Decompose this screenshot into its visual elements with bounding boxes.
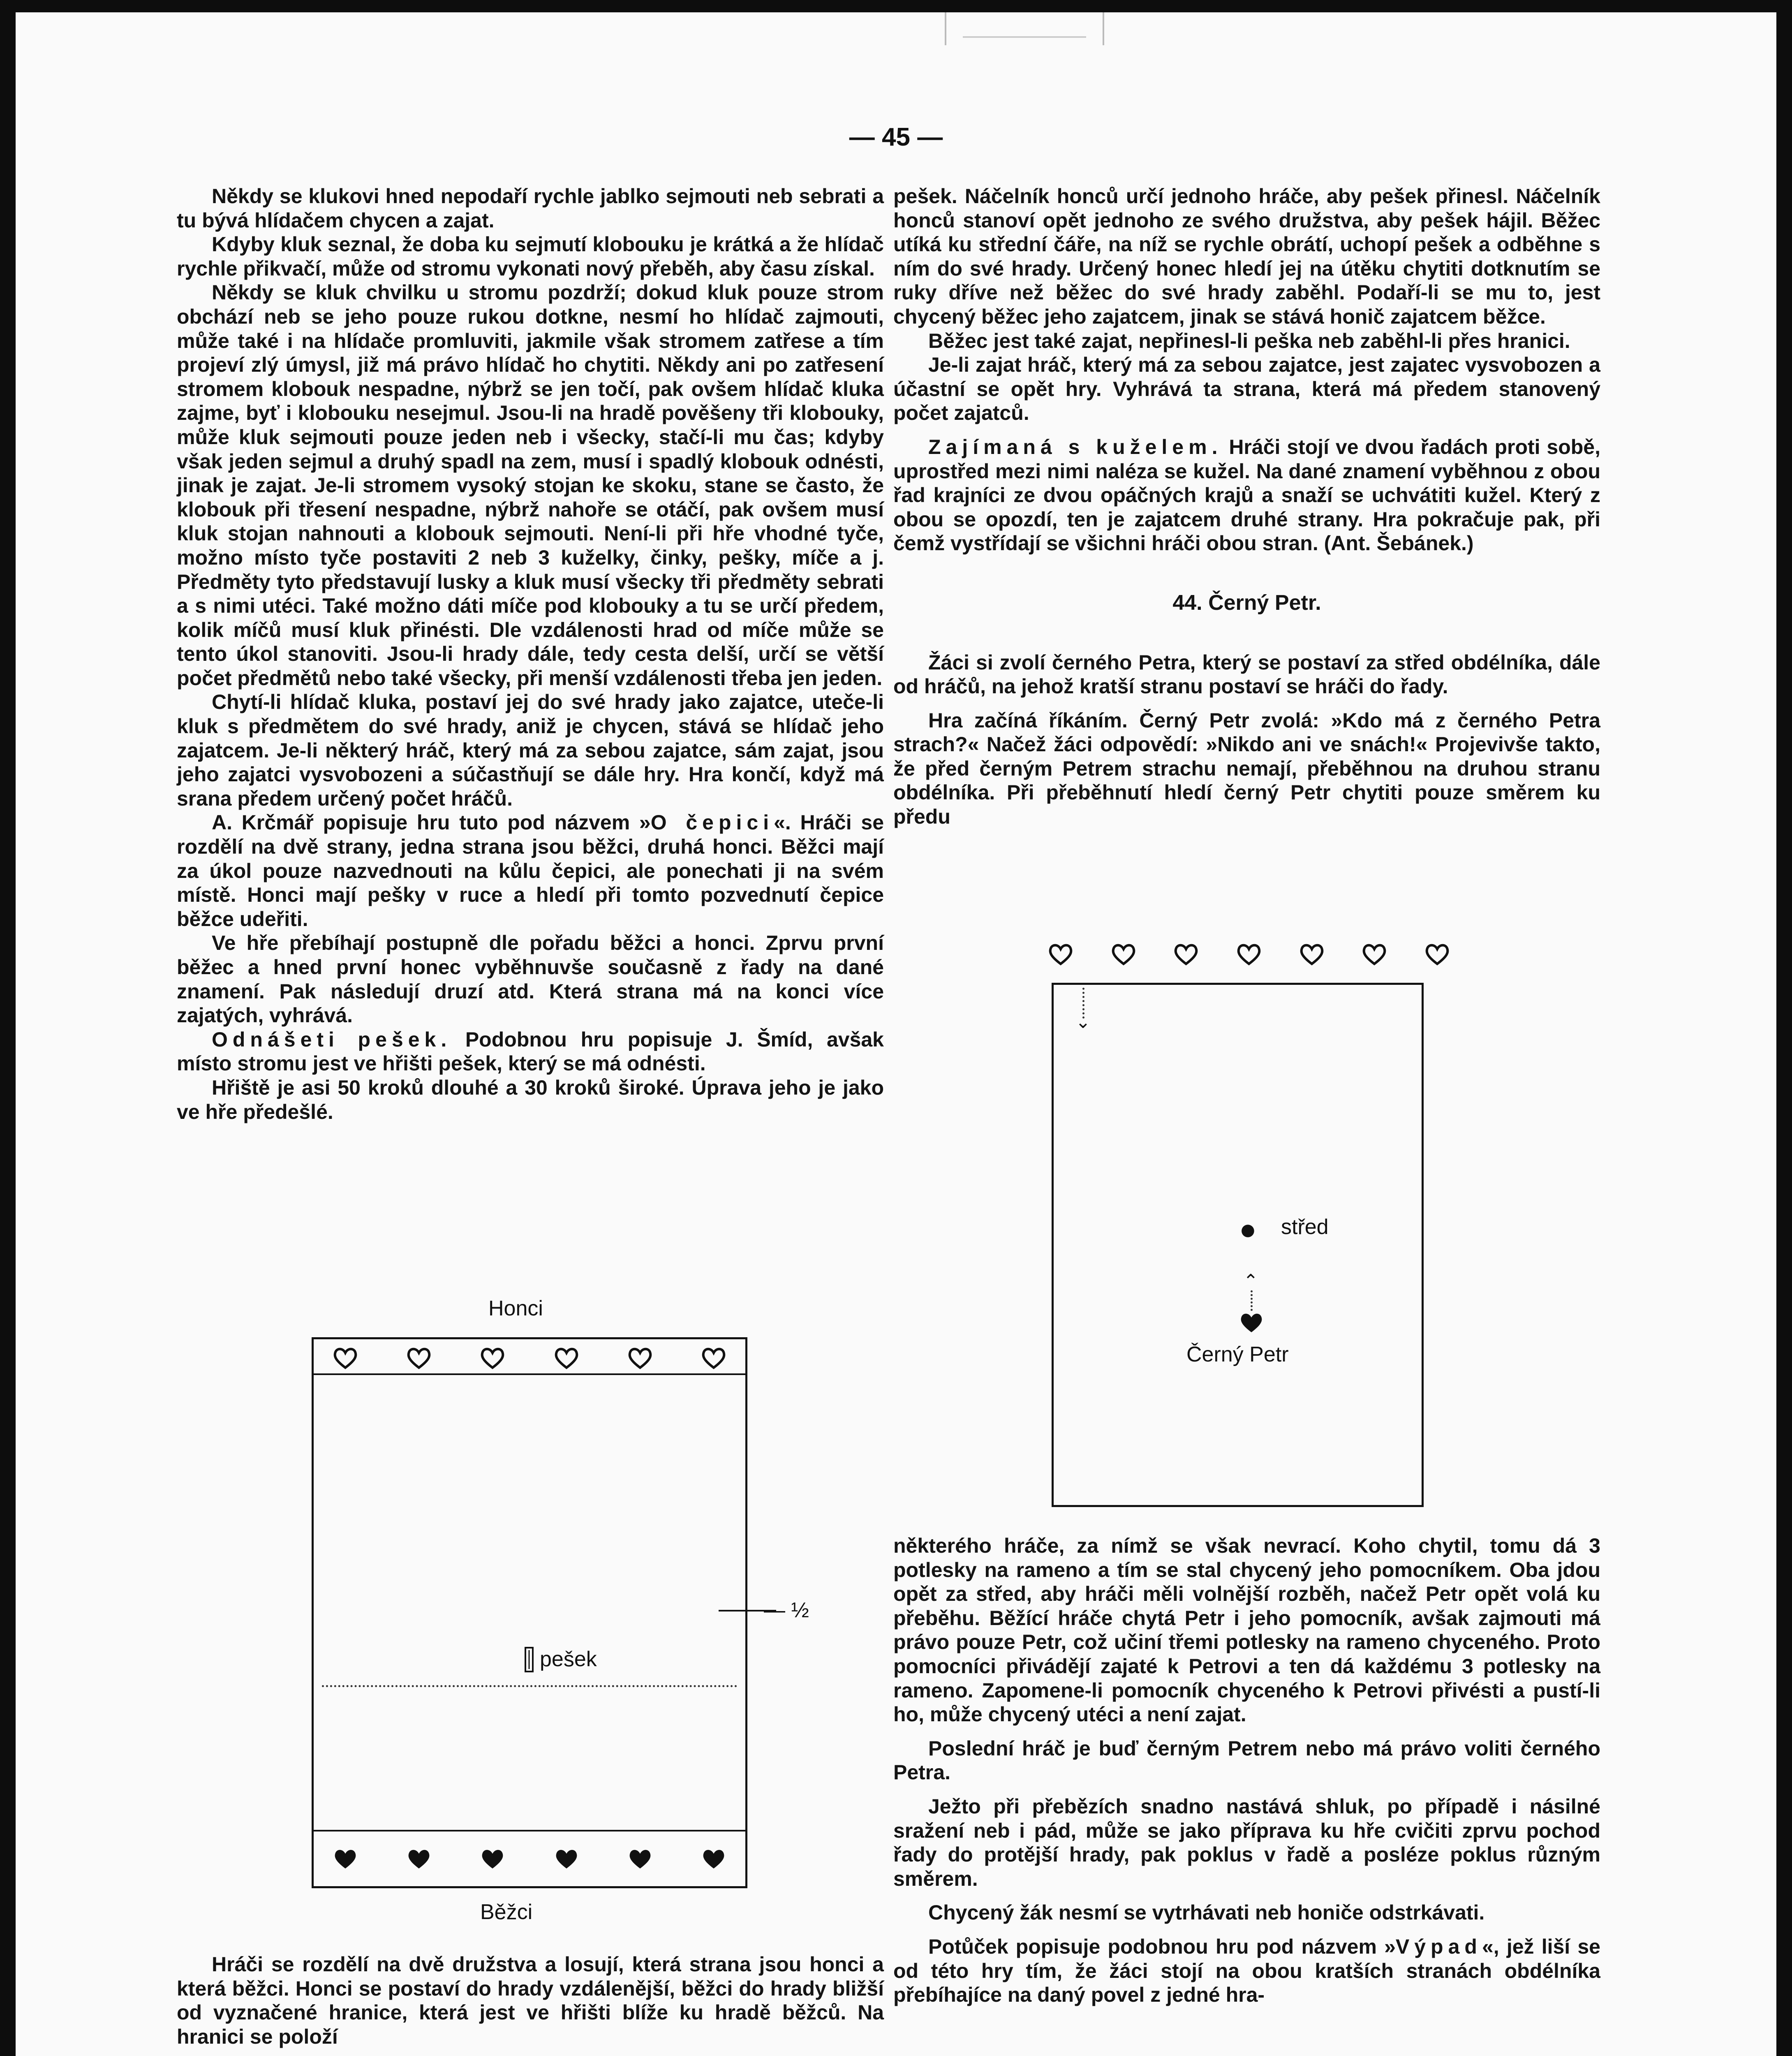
paragraph: Hra začíná říkáním. Černý Petr zvolá: »Kdo má z černého Petra strach?« Načež žáci odpovědí: »Nikdo ani ve snách!« Projevivše takto, že před černým Petrem strachu nemají, přeběhnou na druhou stranu obdélníka. Při přeběhnutí hledí černý Petr chytiti pouze směrem ku předu <box>893 708 1600 829</box>
empty-heart-icon <box>332 1346 358 1369</box>
empty-heart-icon <box>1361 942 1387 965</box>
arrow-down-icon: ⌄ <box>1075 1012 1091 1033</box>
bottom-line <box>314 1830 745 1831</box>
page-number: — 45 — <box>849 123 943 151</box>
paragraph: Chytí-li hlídač kluka, postaví jej do své hrady jako zajatce, uteče-li kluk s předmětem do své hrady, aniž je chycen, stává se hlídač jeho zajatcem. Je-li některý hráč, který má za sebou zajatce, sám zajat, jsou jeho zajatci vysvobozeni a súčastňují se dále hry. Hra končí, když má srana předem určený počet hráčů. <box>177 690 884 810</box>
paragraph: některého hráče, za nímž se však nevrací. Koho chytil, tomu dá 3 potlesky na rameno a tím se stal chycený jeho pomocníkem. Oba jdou opět za střed, aby hráči měli volnější rozběh, načež Petr opět volá ku přeběhu. Běžící hráče chytá Petr i jeho pomocník, avšak zajmouti má právo pouze Petr, což učiní třemi potlesky na rameno chyceného. Proto pomocníci přivádějí zajaté k Petrovi a ten dá každému 3 potlesky na rameno. Zapomene-li pomocník chyceného k Petrovi přivésti a pustí-li ho, může chycený utéci a není zajat. <box>893 1534 1600 1726</box>
half-mark-label: — ½ <box>764 1598 809 1622</box>
diagram-bottom-label: Běžci <box>480 1900 533 1924</box>
paragraph: Žáci si zvolí černého Petra, který se postaví za střed obdélníka, dále od hráčů, na jehož kratší stranu postaví se hráči do řady. <box>893 651 1600 698</box>
filled-heart-icon <box>701 1847 727 1870</box>
empty-heart-icon <box>627 1346 653 1369</box>
top-heart-row-right <box>1047 942 1450 965</box>
pawn-label: pešek <box>540 1647 597 1671</box>
text-run: «. Hráči se rozdělí na dvě strany, jedna strana jsou běžci, druhá honci. Běžci mají za úkol pouze nazvednouti na kůlu čepici, ale ponechati ji na svém místě. Honci mají pešky v ruce a hledí při tomto pozvednutí čepice běžce udeřiti. <box>177 811 884 931</box>
game-name: Odnášeti pešek. <box>212 1028 452 1051</box>
filled-heart-icon <box>406 1847 432 1870</box>
empty-heart-icon <box>1110 942 1137 965</box>
paragraph <box>177 810 884 931</box>
section-heading: 44. Černý Petr. <box>1172 590 1321 615</box>
paragraph <box>177 1028 884 1076</box>
book-page <box>16 12 1776 2056</box>
paragraph: Hřiště je asi 50 kroků dlouhé a 30 kroků široké. Úprava jeho je jako ve hře předešlé. <box>177 1076 884 1123</box>
empty-heart-icon <box>701 1346 727 1369</box>
text-run: A. Krčmář popisuje hru tuto pod názvem » <box>212 811 651 834</box>
empty-heart-icon <box>479 1346 506 1369</box>
arrow-up-icon: ⌃ <box>1243 1271 1258 1292</box>
text-run: «, jež liší se od této hry tím, že žáci stojí na obou kratších stranách obdélníka přebíhajíce na daný povel z jedné hra- <box>893 1935 1600 2007</box>
game-name: Výpad <box>1395 1935 1482 1958</box>
empty-heart-icon <box>1047 942 1074 965</box>
paragraph: Poslední hráč je buď černým Petrem nebo má právo voliti černého Petra. <box>893 1736 1600 1784</box>
diagram-top-label: Honci <box>488 1297 543 1320</box>
filled-heart-icon <box>479 1847 506 1870</box>
empty-heart-icon <box>1299 942 1325 965</box>
paragraph: Někdy se kluk chvilku u stromu pozdrží; dokud kluk pouze strom obchází neb se jeho pouze rukou dotkne, nesmí ho hlídač zajmouti, může také i na hlídače promluviti, jakmile však stromem zatřese a tím projeví zlý úmysl, již má právo hlídač ho chytiti. Někdy ani po zatřesení stromem klobouk nespadne, nýbrž se jen točí, pak ovšem hlídač kluka zajme, byť i klobouku nesejmul. Jsou-li na hradě pověšeny tři klobouky, může kluk sejmouti pouze jeden neb i všecky, stačí-li mu čas; kdyby však jeden sejmul a druhý spadl na zem, musí i spadlý klobouk odnésti, jinak je zajat. Je-li stromem vysoký stojan ke skoku, stane se často, že klobouk při třesení nespadne, nýbrž nahoře se otáčí, pak ovšem musí kluk stojan nahnouti a klobouk sejmouti. Není-li při hře vhodné tyče, možno místo tyče postaviti 2 neb 3 kuželky, činky, pešky, míče a j. Předměty tyto představují lusky a kluk musí všecky tři předměty sebrati a s nimi utéci. Také možno dáti míče pod klobouky a tu se určí předem, kolik míčů musí kluk přinésti. Dle vzdálenosti hrad od míče může se tento úkol stanoviti. Jsou-li hrady dále, tedy cesta delší, určí se větší počet předmětů nebo také všecky, při menší vzdálenosti třeba jen jeden. <box>177 281 884 690</box>
paragraph <box>893 435 1600 556</box>
paragraph: Někdy se klukovi hned nepodaří rychle jablko sejmouti neb sebrati a tu bývá hlídačem chycen a zajat. <box>177 185 884 232</box>
left-column-bottom <box>177 1952 884 2049</box>
bottom-heart-row <box>332 1847 727 1870</box>
empty-heart-icon <box>406 1346 432 1369</box>
paragraph <box>893 1935 1600 2007</box>
empty-heart-icon <box>1173 942 1199 965</box>
text-run: Hráči stojí ve dvou řadách proti sobě, uprostřed mezi nimi naléza se kužel. Na dané znamení vyběhnou z obou řad krajníci ze dvou opáčných krajů a snaží se uchvátiti kužel. Který z obou se opozdí, ten je zajatcem druhé strany. Hra pokračuje pak, při čemž vystřídají se všichni hráči obou stran. (Ant. Šebánek.) <box>893 435 1600 555</box>
game-name: Zajímaná s kuželem. <box>928 435 1223 458</box>
filled-heart-icon <box>627 1847 653 1870</box>
empty-heart-icon <box>553 1346 580 1369</box>
right-column-top <box>893 184 1600 829</box>
center-dotted-line <box>322 1685 737 1687</box>
paragraph: Chycený žák nesmí se vytrhávati neb honiče odstrkávati. <box>928 1901 1485 1924</box>
pawn-icon <box>524 1647 534 1672</box>
top-line <box>314 1373 745 1375</box>
petr-label: Černý Petr <box>1186 1343 1289 1366</box>
center-dot-icon: ● <box>1241 1220 1255 1239</box>
right-column-bottom <box>893 1534 1600 2007</box>
paragraph: Je-li zajat hráč, který má za sebou zajatce, jest zajatec vysvobozen a účastní se opět hry. Vyhrává ta strana, která má předem stanovený počet zajatců. <box>893 353 1600 425</box>
game-name: O čepici <box>650 811 774 834</box>
paragraph: Ve hře přebíhají postupně dle pořadu běžci a honci. Zprvu první běžec a hned první honec vyběhnuvše současně z řady na dané znamení. Pak následují druzí atd. Která strana má na konci více zajatých, vyhrává. <box>177 931 884 1027</box>
petr-arrow-line <box>1251 1290 1253 1311</box>
film-edge-mark <box>945 12 1104 45</box>
field-rectangle-right <box>1052 983 1424 1507</box>
filled-heart-icon <box>1238 1311 1265 1334</box>
text-run: Potůček popisuje podobnou hru pod názvem » <box>928 1935 1396 1958</box>
paragraph: Hráči se rozdělí na dvě družstva a losují, která strana jsou honci a která běžci. Honci se postaví do hrady vzdálenější, běžci do hrady bližší od vyznačené hranice, která jest ve hřišti blíže ku hradě běžců. Na hranici se položí <box>177 1953 884 2048</box>
paragraph: Kdyby kluk seznal, že doba ku sejmutí klobouku je krátká a že hlídač rychle přikvačí, může od stromu vykonati nový přeběh, aby času získal. <box>177 233 884 280</box>
empty-heart-icon <box>1424 942 1450 965</box>
field-rectangle-left <box>312 1337 747 1888</box>
filled-heart-icon <box>553 1847 580 1870</box>
top-heart-row <box>332 1346 727 1369</box>
paragraph: Ježto při přebězích snadno nastává shluk, po případě i násilné sražení neb i pád, může se jako příprava ku hře cvičiti zprvu pochod řady do protější hrady, pak poklus v řadě a posléze poklus různým směrem. <box>893 1794 1600 1890</box>
filled-heart-icon <box>332 1847 358 1870</box>
center-label: střed <box>1281 1215 1329 1239</box>
empty-heart-icon <box>1236 942 1262 965</box>
paragraph: pešek. Náčelník honců určí jednoho hráče, aby pešek přinesl. Náčelník honců stanoví opět jednoho ze svého družstva, aby pešek hájil. Běžec utíká ku střední čáře, na níž se rychle obrátí, uchopí pešek a odběhne s ním do své hrady. Určený honec hledí jej na útěku chytiti dotknutím se ruky dříve než běžec do své hrady zaběhl. Podaří-li se mu to, jest chycený běžec jeho zajatcem, jinak se stává honič zajatcem běžce. <box>893 185 1600 328</box>
text-run: Podobnou hru popisuje J. Šmíd, avšak místo stromu jest ve hřišti pešek, který se má odnésti. <box>177 1028 884 1075</box>
paragraph: Běžec jest také zajat, nepřinesl-li peška neb zaběhl-li přes hranici. <box>928 329 1570 352</box>
left-column-top <box>177 184 884 1124</box>
